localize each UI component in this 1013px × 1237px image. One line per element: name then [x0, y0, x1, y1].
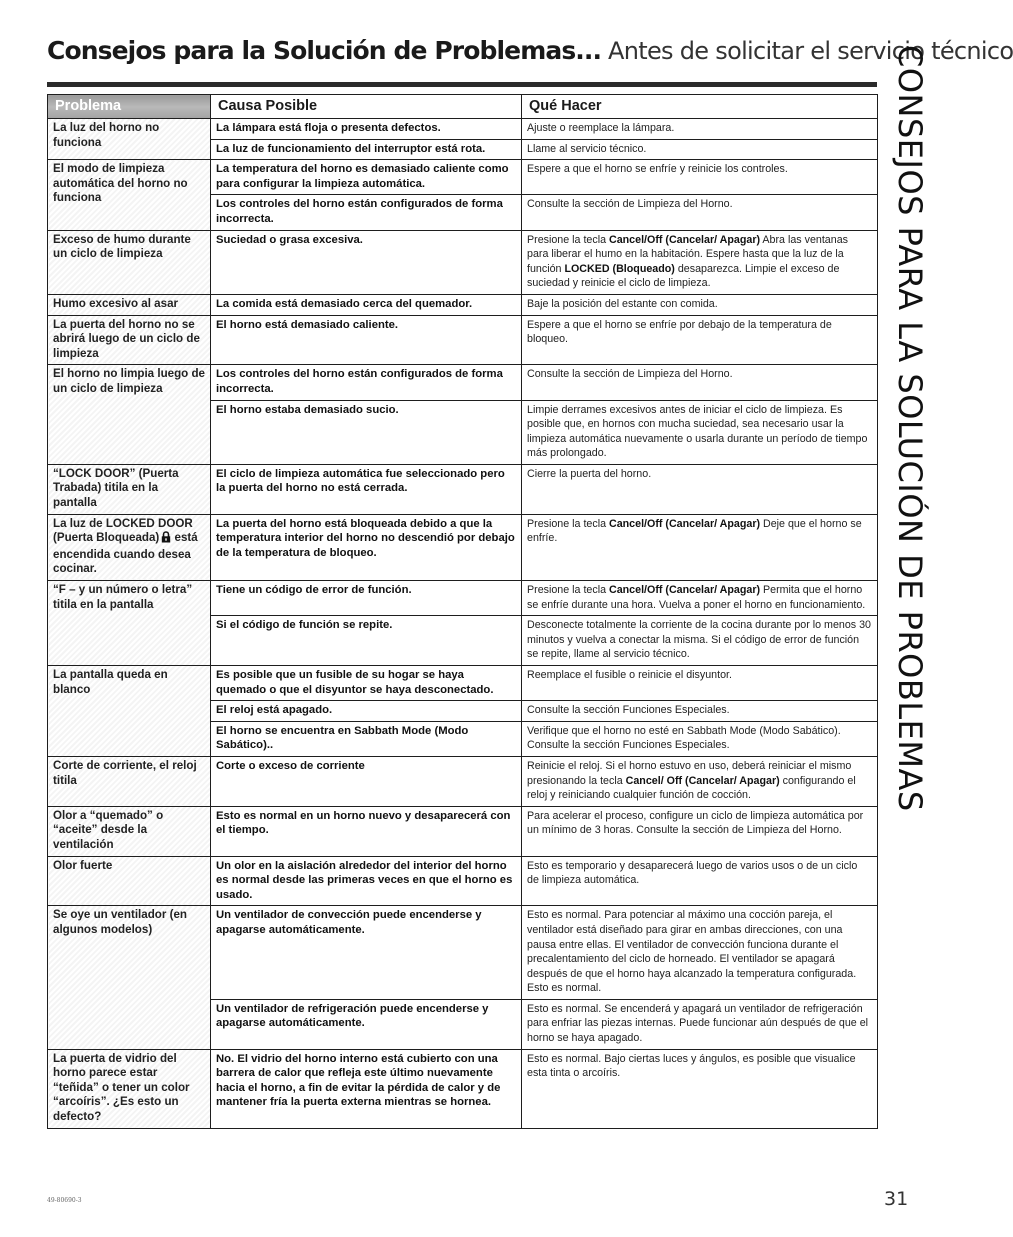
- cause-cell: Tiene un código de error de función.: [211, 581, 522, 616]
- problem-cell: “F – y un número o letra” titila en la pantalla: [48, 581, 211, 666]
- action-cell: Desconecte totalmente la corriente de la cocina durante por lo menos 30 minutos y vuelva a conectar la misma. Si el código de error de función se repite, llame al servicio técnico.: [522, 616, 878, 666]
- cause-cell: Un ventilador de refrigeración puede encenderse y apagarse automáticamente.: [211, 999, 522, 1049]
- page-number: 31: [884, 1188, 909, 1210]
- cause-cell: La lámpara está floja o presenta defectos.: [211, 119, 522, 140]
- title-rule: [47, 82, 877, 87]
- action-cell: Consulte la sección de Limpieza del Horno.: [522, 195, 878, 230]
- problem-cell: Olor fuerte: [48, 856, 211, 906]
- cause-cell: El horno se encuentra en Sabbath Mode (Modo Sabático)..: [211, 721, 522, 756]
- problem-cell: El horno no limpia luego de un ciclo de limpieza: [48, 365, 211, 465]
- table-row: [48, 514, 878, 580]
- table-row: [48, 806, 878, 856]
- problem-cell: Olor a “quemado” o “aceite” desde la ventilación: [48, 806, 211, 856]
- cause-cell: El horno está demasiado caliente.: [211, 315, 522, 365]
- cause-cell: Corte o exceso de corriente: [211, 756, 522, 806]
- action-cell: Esto es normal. Para potenciar al máximo una cocción pareja, el ventilador está diseñado para girar en ambas direcciones, con una pausa entre ellas. El ventilador de convección funciona durante el precalentamiento del ciclo de horneado. El ventilador se apagará después de que el horno haya alcanzado la temperatura configurada. Esto es normal.: [522, 906, 878, 1000]
- table-row: [48, 756, 878, 806]
- action-cell: Cierre la puerta del horno.: [522, 464, 878, 514]
- lock-icon: [161, 531, 171, 548]
- table-row: [48, 464, 878, 514]
- side-title-text: CONSEJOS PARA LA SOLUCIÓN DE PROBLEMAS: [891, 45, 929, 812]
- table-row: [48, 365, 878, 400]
- table-header-row: [48, 95, 878, 119]
- action-cell: Espere a que el horno se enfríe y reinicie los controles.: [522, 160, 878, 195]
- table-row: [48, 906, 878, 1000]
- action-cell: Consulte la sección Funciones Especiales.: [522, 701, 878, 722]
- action-cell: Presione la tecla Cancel/Off (Cancelar/ Apagar) Abra las ventanas para liberar el humo en la habitación. Espere hasta que la luz de la función LOCKED (Bloqueado) desaparezca. Limpie el exceso de suciedad y reinicie el ciclo de limpieza.: [522, 230, 878, 294]
- action-cell: Espere a que el horno se enfríe por debajo de la temperatura de bloqueo.: [522, 315, 878, 365]
- cause-cell: No. El vidrio del horno interno está cubierto con una barrera de calor que refleja este último nuevamente hacia el horno, a fin de evitar la pérdida de calor y de mantener fría la puerta externa mientras se hornea.: [211, 1049, 522, 1128]
- problem-cell: La puerta del horno no se abrirá luego de un ciclo de limpieza: [48, 315, 211, 365]
- cause-cell: Esto es normal en un horno nuevo y desaparecerá con el tiempo.: [211, 806, 522, 856]
- table-row: [48, 856, 878, 906]
- page-title: [47, 36, 1013, 76]
- document-code: 49-80690-3: [47, 1197, 82, 1204]
- action-cell: Presione la tecla Cancel/Off (Cancelar/ Apagar) Deje que el horno se enfríe.: [522, 514, 878, 580]
- table-row: [48, 160, 878, 195]
- cause-cell: La comida está demasiado cerca del quemador.: [211, 294, 522, 315]
- cause-cell: El reloj está apagado.: [211, 701, 522, 722]
- page-title-light: Antes de solicitar el servicio técnico: [601, 37, 1013, 65]
- table-row: [48, 230, 878, 294]
- problem-cell: Corte de corriente, el reloj titila: [48, 756, 211, 806]
- cause-cell: La temperatura del horno es demasiado caliente como para configurar la limpieza automática.: [211, 160, 522, 195]
- action-cell: Reemplace el fusible o reinicie el disyuntor.: [522, 666, 878, 701]
- action-cell: Reinicie el reloj. Si el horno estuvo en uso, deberá reiniciar el mismo presionando la tecla Cancel/ Off (Cancelar/ Apagar) configurando el reloj y reiniciando cualquier función de cocción.: [522, 756, 878, 806]
- problem-cell: El modo de limpieza automática del horno no funciona: [48, 160, 211, 230]
- page-title-bold: Consejos para la Solución de Problemas...: [47, 36, 602, 65]
- action-cell: Ajuste o reemplace la lámpara.: [522, 119, 878, 140]
- column-header-problem: Problema: [48, 95, 211, 119]
- action-cell: Limpie derrames excesivos antes de iniciar el ciclo de limpieza. Es posible que, en hornos con mucha suciedad, sea necesario usar la limpieza automática nuevamente o usarla durante un período de tiempo más prolongado.: [522, 400, 878, 464]
- action-cell: Presione la tecla Cancel/Off (Cancelar/ Apagar) Permita que el horno se enfríe durante una hora. Vuelva a poner el horno en funcionamiento.: [522, 581, 878, 616]
- problem-cell: Se oye un ventilador (en algunos modelos): [48, 906, 211, 1049]
- column-header-action: Qué Hacer: [522, 95, 878, 119]
- action-cell: Para acelerar el proceso, configure un ciclo de limpieza automática por un mínimo de 3 horas. Consulte la sección de Limpieza del Horno.: [522, 806, 878, 856]
- problem-cell: La luz de LOCKED DOOR (Puerta Bloqueada) está encendida cuando desea cocinar.: [48, 514, 211, 580]
- cause-cell: Los controles del horno están configurados de forma incorrecta.: [211, 195, 522, 230]
- action-cell: Esto es normal. Se encenderá y apagará un ventilador de refrigeración para enfriar las piezas internas. Puede funcionar aún después de que el horno se haya apagado.: [522, 999, 878, 1049]
- table-row: [48, 1049, 878, 1128]
- action-cell: Esto es normal. Bajo ciertas luces y ángulos, es posible que visualice esta tinta o arcoíris.: [522, 1049, 878, 1128]
- table-row: [48, 581, 878, 616]
- table-row: [48, 119, 878, 140]
- problem-cell: Exceso de humo durante un ciclo de limpieza: [48, 230, 211, 294]
- action-cell: Baje la posición del estante con comida.: [522, 294, 878, 315]
- table-row: [48, 315, 878, 365]
- cause-cell: Suciedad o grasa excesiva.: [211, 230, 522, 294]
- action-cell: Verifique que el horno no esté en Sabbath Mode (Modo Sabático). Consulte la sección Funciones Especiales.: [522, 721, 878, 756]
- cause-cell: Es posible que un fusible de su hogar se haya quemado o que el disyuntor se haya desconectado.: [211, 666, 522, 701]
- action-cell: Consulte la sección de Limpieza del Horno.: [522, 365, 878, 400]
- column-header-cause: Causa Posible: [211, 95, 522, 119]
- cause-cell: El horno estaba demasiado sucio.: [211, 400, 522, 464]
- problem-cell: Humo excesivo al asar: [48, 294, 211, 315]
- problem-cell: La puerta de vidrio del horno parece estar “teñida” o tener un color “arcoíris”. ¿Es esto un defecto?: [48, 1049, 211, 1128]
- side-title: [885, 45, 935, 812]
- problem-cell: La luz del horno no funciona: [48, 119, 211, 160]
- cause-cell: Si el código de función se repite.: [211, 616, 522, 666]
- cause-cell: Un olor en la aislación alrededor del interior del horno es normal desde las primeras veces en que el horno es usado.: [211, 856, 522, 906]
- troubleshooting-table: [47, 94, 878, 1129]
- cause-cell: Un ventilador de convección puede encenderse y apagarse automáticamente.: [211, 906, 522, 1000]
- table-row: [48, 666, 878, 701]
- table-row: [48, 294, 878, 315]
- action-cell: Llame al servicio técnico.: [522, 139, 878, 160]
- cause-cell: La puerta del horno está bloqueada debido a que la temperatura interior del horno no descendió por debajo de la temperatura de bloqueo.: [211, 514, 522, 580]
- cause-cell: La luz de funcionamiento del interruptor está rota.: [211, 139, 522, 160]
- cause-cell: El ciclo de limpieza automática fue seleccionado pero la puerta del horno no está cerrada.: [211, 464, 522, 514]
- problem-cell: La pantalla queda en blanco: [48, 666, 211, 757]
- action-cell: Esto es temporario y desaparecerá luego de varios usos o de un ciclo de limpieza automática.: [522, 856, 878, 906]
- problem-cell: “LOCK DOOR” (Puerta Trabada) titila en la pantalla: [48, 464, 211, 514]
- cause-cell: Los controles del horno están configurados de forma incorrecta.: [211, 365, 522, 400]
